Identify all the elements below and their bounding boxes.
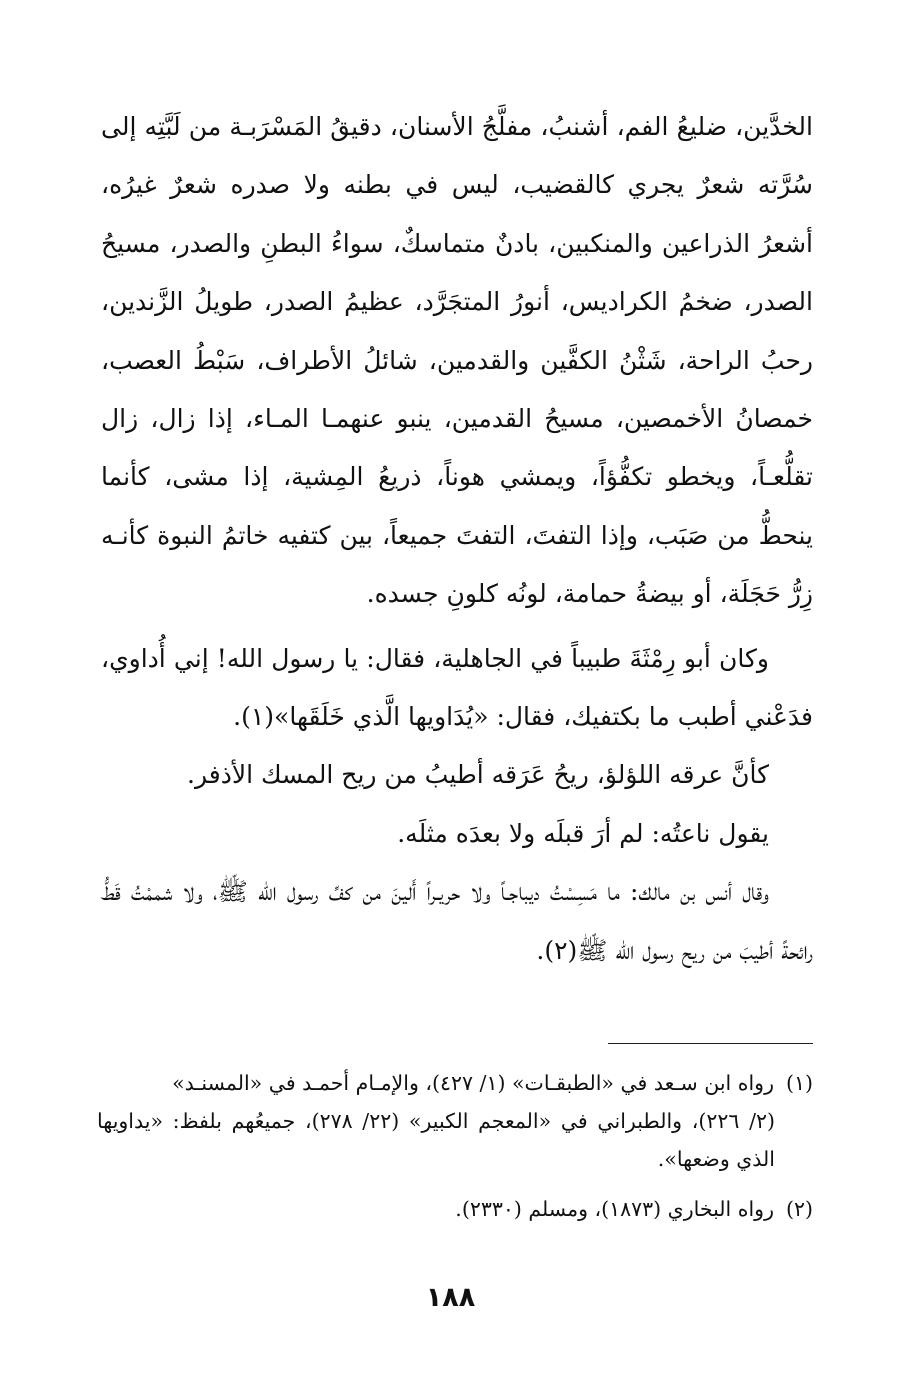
paragraph-anas: وقال أنس بن مالك: ما مَسِسْتُ ديباجـاً ولا حريـراً أَلينَ من كفِّ رسول الله ﷺ، ولا شممْتُ قَطُّ رائحةً أطيبَ من ريح رسول الله ﷺ(٢). <box>101 877 813 965</box>
main-text <box>101 98 813 980</box>
paragraph-abu-rimtha: وكان أبو رِمْثَةَ طبيباً في الجاهلية، فقال: يا رسول الله! إني أُداوي، فدَعْني أطبب ما بكتفيك، فقال: «يُدَاويها الَّذي خَلَقَها»(١). <box>101 643 813 732</box>
footnote-text: رواه البخاري (١٨٧٣)، ومسلم (٢٣٣٠). <box>455 1197 774 1221</box>
footnote-number: (٢) <box>785 1197 813 1221</box>
page-number: ١٨٨ <box>425 1282 476 1313</box>
footnote-1 <box>97 1064 813 1178</box>
footnote-2 <box>97 1190 813 1228</box>
footnote-separator <box>608 1043 813 1044</box>
paragraph-description: الخدَّين، ضليعُ الفم، أشنبُ، مفلَّجُ الأسنان، دقيقُ المَسْرَبـة من لَبَّتِه إلى سُرَّته شعرٌ يجري كالقضيب، ليس في بطنه ولا صدره شعرٌ غيرُه، أشعرُ الذراعين والمنكبين، بادنٌ متماسكٌ، سواءُ البطنِ والصدر، مسيحُ الصدر، ضخمُ الكراديس، أنورُ المتجَرَّد، عظيمُ الصدر، طويلُ الزَّندين، رحبُ الراحة، شَثْنُ الكفَّين والقدمين، شائلُ الأطراف، سَبْطُ العصب، خمصانُ الأخمصين، مسيحُ القدمين، ينبو عنهمـا المـاء، إذا زال، زال تقلُّعـاً، ويخطو تكفُّؤاً، ويمشي هوناً، ذريعُ المِشية، إذا مشى، كأنما ينحطُّ من صَبَب، وإذا التفتَ، التفتَ جميعاً، بين كتفيه خاتمُ النبوة كأنـه زِرُّ حَجَلَة، أو بيضةُ حمامة، لونُه كلونِ جسده. <box>101 112 813 609</box>
footnote-number: (١) <box>785 1071 813 1095</box>
footnotes <box>97 1064 813 1228</box>
footnote-text: رواه ابن سـعد في «الطبقـات» (١/ ٤٢٧)، والإمـام أحمـد في «المسنـد» <box>172 1071 774 1095</box>
paragraph-sweat: كأنَّ عرقه اللؤلؤ، ريحُ عَرَقه أطيبُ من ريح المسك الأذفر. <box>187 760 769 790</box>
paragraph-describer: يقول ناعتُه: لم أرَ قبلَه ولا بعدَه مثلَه. <box>397 818 769 848</box>
footnote-text-continued: (٢/ ٢٢٦)، والطبراني في «المعجم الكبير» (٢٢/ ٢٧٨)، جميعُهم بلفظ: «يداويها الذي وضعها». <box>97 1109 775 1171</box>
